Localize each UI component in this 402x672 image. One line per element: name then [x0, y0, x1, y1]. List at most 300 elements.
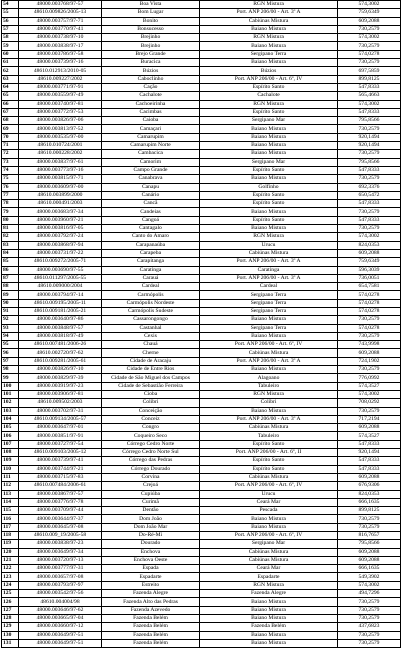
row-number-cell: 96: [2, 349, 19, 357]
process-code-cell: 48000.003826/97-06: [19, 117, 102, 125]
price-value-cell: 565,4663: [338, 92, 401, 100]
price-value-cell: 730,2579: [338, 614, 401, 622]
category-cell: Espadarte: [200, 573, 338, 581]
field-name-cell: Caboclinho: [102, 75, 200, 83]
process-code-cell: 48000.003851/97-91: [19, 432, 102, 440]
category-cell: Baiano Mistura: [200, 523, 338, 531]
field-name-cell: Fazenda Belém: [102, 614, 200, 622]
price-value-cell: 574,3002: [338, 34, 401, 42]
process-code-cell: 48000.003535/97-00: [19, 133, 102, 141]
table-row: [2, 590, 401, 598]
field-name-cell: Caioba: [102, 117, 200, 125]
table-row: [2, 639, 401, 647]
row-number-cell: 121: [2, 556, 19, 564]
category-cell: Baiano Mistura: [200, 332, 338, 340]
category-cell: Caratinga: [200, 266, 338, 274]
category-cell: RGN Mistura: [200, 34, 338, 42]
process-code-cell: 48000.003715/97-83: [19, 473, 102, 481]
row-number-cell: 123: [2, 573, 19, 581]
process-code-cell: 48610.009272/2005-71: [19, 258, 102, 266]
price-value-cell: 676,9306: [338, 482, 401, 490]
price-value-cell: 547,8333: [338, 457, 401, 465]
process-code-cell: 48000.003838/97-17: [19, 42, 102, 50]
table-row: [2, 92, 401, 100]
process-code-cell: 48000.003665/97-04: [19, 614, 102, 622]
field-name-cell: Dentão: [102, 507, 200, 515]
process-code-cell: 48000.003770/97-41: [19, 25, 102, 33]
category-cell: Alagoano: [200, 374, 338, 382]
process-code-cell: 48000.003776/97-78: [19, 498, 102, 506]
row-number-cell: 94: [2, 332, 19, 340]
field-name-cell: Conceição: [102, 407, 200, 415]
category-cell: Sergipano Mar: [200, 117, 338, 125]
row-number-cell: 68: [2, 117, 19, 125]
field-name-cell: Córrego Cedro Norte Sul: [102, 449, 200, 457]
table-row: [2, 523, 401, 531]
category-cell: Baiano Mistura: [200, 208, 338, 216]
field-name-cell: Candeias: [102, 208, 200, 216]
category-cell: Baiano Mistura: [200, 598, 338, 606]
table-row: [2, 598, 401, 606]
price-value-cell: 730,2579: [338, 598, 401, 606]
row-number-cell: 90: [2, 299, 19, 307]
table-row: [2, 556, 401, 564]
field-name-cell: Cardeal: [102, 283, 200, 291]
field-name-cell: Caratinga: [102, 266, 200, 274]
field-name-cell: Bonsucesso: [102, 25, 200, 33]
field-name-cell: Campo Grande: [102, 166, 200, 174]
row-number-cell: 129: [2, 623, 19, 631]
price-value-cell: 730,2579: [338, 332, 401, 340]
row-number-cell: 115: [2, 507, 19, 515]
process-code-cell: 48000.003826/97-10: [19, 366, 102, 374]
process-code-cell: 48000.003906/97-81: [19, 390, 102, 398]
process-code-cell: 48000.003848/97-57: [19, 324, 102, 332]
row-number-cell: 63: [2, 75, 19, 83]
price-value-cell: 730,2579: [338, 639, 401, 647]
process-code-cell: 48610.009826/2005-13: [19, 9, 102, 17]
price-value-cell: 743,9998: [338, 341, 401, 349]
table-row: [2, 150, 401, 158]
field-name-cell: Cachalote: [102, 92, 200, 100]
table-row: [2, 457, 401, 465]
row-number-cell: 73: [2, 158, 19, 166]
row-number-cell: 69: [2, 125, 19, 133]
field-name-cell: Castanhal: [102, 324, 200, 332]
table-row: [2, 532, 401, 540]
table-row: [2, 67, 401, 75]
row-number-cell: 92: [2, 316, 19, 324]
process-code-cell: 48610.011297/2005-55: [19, 274, 102, 282]
price-value-cell: 899,8125: [338, 75, 401, 83]
field-name-cell: Cherne: [102, 349, 200, 357]
row-number-cell: 84: [2, 249, 19, 257]
field-name-cell: Cidade de Aracaju: [102, 357, 200, 365]
category-cell: Baiano Mistura: [200, 407, 338, 415]
category-cell: Port. ANP 206/00 - Art. 3º A: [200, 274, 338, 282]
process-code-cell: 48000.003768/97-57: [19, 1, 102, 9]
table-row: [2, 142, 401, 150]
category-cell: Cachalote: [200, 92, 338, 100]
category-cell: Port. ANP 206/00 - Art. 3º A: [200, 357, 338, 365]
price-value-cell: 730,2579: [338, 125, 401, 133]
category-cell: RGN Mistura: [200, 390, 338, 398]
process-code-cell: 48610.009502/2003: [19, 399, 102, 407]
row-number-cell: 131: [2, 639, 19, 647]
price-value-cell: 547,8333: [338, 83, 401, 91]
table-row: [2, 42, 401, 50]
price-value-cell: 730,2579: [338, 366, 401, 374]
table-row: [2, 565, 401, 573]
row-number-cell: 74: [2, 166, 19, 174]
row-number-cell: 114: [2, 498, 19, 506]
row-number-cell: 79: [2, 208, 19, 216]
process-code-cell: 48000.003647/97-01: [19, 424, 102, 432]
table-row: [2, 606, 401, 614]
field-name-cell: Canabrava: [102, 175, 200, 183]
process-code-cell: 48000.003813/97-52: [19, 125, 102, 133]
price-value-cell: 574,3002: [338, 581, 401, 589]
category-cell: Port. ANP 206/00 - Art. 3º A: [200, 258, 338, 266]
field-name-cell: Camarupim Norte: [102, 142, 200, 150]
process-code-cell: 48000.003777/97-31: [19, 565, 102, 573]
row-number-cell: 57: [2, 25, 19, 33]
table-row: [2, 133, 401, 141]
field-name-cell: Dom João: [102, 515, 200, 523]
row-number-cell: 95: [2, 341, 19, 349]
table-row: [2, 623, 401, 631]
field-name-cell: Cidade de Entre Rios: [102, 366, 200, 374]
process-code-cell: 48610.007481/2006-26: [19, 341, 102, 349]
field-name-cell: Cexis: [102, 332, 200, 340]
process-code-cell: 48000.003829/97-39: [19, 374, 102, 382]
field-name-cell: Congro: [102, 424, 200, 432]
row-number-cell: 104: [2, 415, 19, 423]
process-code-cell: 48000.003815/97-71: [19, 175, 102, 183]
category-cell: Cabiúnas Mistura: [200, 556, 338, 564]
category-cell: Tabuleiro: [200, 432, 338, 440]
process-code-cell: 48000.003868/97-94: [19, 241, 102, 249]
field-name-cell: Cioba: [102, 390, 200, 398]
price-value-cell: 609,2088: [338, 548, 401, 556]
process-code-cell: 48610.009181/2005-21: [19, 307, 102, 315]
process-code-cell: 48000.003702/97-31: [19, 407, 102, 415]
category-cell: Espírito Santo: [200, 191, 338, 199]
process-code-cell: 48000.003786/97-58: [19, 50, 102, 58]
category-cell: Fazenda Alegre: [200, 590, 338, 598]
row-number-cell: 59: [2, 42, 19, 50]
row-number-cell: 66: [2, 100, 19, 108]
category-cell: Espírito Santo: [200, 440, 338, 448]
table-row: [2, 233, 401, 241]
row-number-cell: 71: [2, 142, 19, 150]
table-row: [2, 17, 401, 25]
row-number-cell: 100: [2, 382, 19, 390]
table-row: [2, 158, 401, 166]
field-name-cell: Fazenda Belém: [102, 631, 200, 639]
price-value-cell: 547,8333: [338, 216, 401, 224]
field-name-cell: Colibri: [102, 399, 200, 407]
field-name-cell: Cidade de Sebastião Ferreira: [102, 382, 200, 390]
price-value-cell: 547,8333: [338, 200, 401, 208]
row-number-cell: 77: [2, 191, 19, 199]
row-number-cell: 122: [2, 565, 19, 573]
price-value-cell: 759,6349: [338, 258, 401, 266]
field-name-cell: Cupiúba: [102, 490, 200, 498]
price-value-cell: 824,0353: [338, 241, 401, 249]
table-row: [2, 581, 401, 589]
category-cell: Cabiúnas Mistura: [200, 249, 338, 257]
category-cell: Tabuleiro: [200, 382, 338, 390]
process-code-cell: 48000.003740/97-81: [19, 100, 102, 108]
table-row: [2, 274, 401, 282]
category-cell: Baiano Mistura: [200, 175, 338, 183]
table-row: [2, 225, 401, 233]
table-row: [2, 473, 401, 481]
row-number-cell: 98: [2, 366, 19, 374]
table-row: [2, 59, 401, 67]
process-code-cell: 48000.003838/97-23: [19, 540, 102, 548]
row-number-cell: 97: [2, 357, 19, 365]
field-name-cell: Fazenda Alto das Pedras: [102, 598, 200, 606]
category-cell: Cabiúnas Mistura: [200, 17, 338, 25]
process-code-cell: 48610.004004/98: [19, 598, 102, 606]
process-code-cell: 48610.003899/2000: [19, 191, 102, 199]
table-row: [2, 357, 401, 365]
row-number-cell: 128: [2, 614, 19, 622]
field-name-cell: Bonito: [102, 17, 200, 25]
category-cell: Baiano Mistura: [200, 614, 338, 622]
price-value-cell: 730,2579: [338, 175, 401, 183]
table-row: [2, 449, 401, 457]
process-code-cell: 48000.003646/97-62: [19, 606, 102, 614]
field-name-cell: Carapeba: [102, 249, 200, 257]
process-code-cell: 48000.003738/97-10: [19, 34, 102, 42]
category-cell: Baiano Mistura: [200, 225, 338, 233]
table-row: [2, 258, 401, 266]
table-row: [2, 465, 401, 473]
price-value-cell: 609,2088: [338, 424, 401, 432]
price-value-cell: 816,7657: [338, 532, 401, 540]
process-code-cell: 48610.000228/2002: [19, 150, 102, 158]
price-value-cell: 730,2579: [338, 208, 401, 216]
table-row: [2, 540, 401, 548]
row-number-cell: 110: [2, 465, 19, 473]
process-code-cell: 48610.002720/97-62: [19, 349, 102, 357]
field-name-cell: Carmópolis Nordeste: [102, 299, 200, 307]
table-row: [2, 440, 401, 448]
process-code-cell: 48000.003816/97-05: [19, 225, 102, 233]
table-row: [2, 83, 401, 91]
field-name-cell: Buracica: [102, 59, 200, 67]
price-value-cell: 795,8566: [338, 158, 401, 166]
row-number-cell: 81: [2, 225, 19, 233]
category-cell: Baiano Mistura: [200, 125, 338, 133]
table-row: [2, 125, 401, 133]
row-number-cell: 109: [2, 457, 19, 465]
price-value-cell: 494,7296: [338, 590, 401, 598]
field-name-cell: Fazenda Belém: [102, 623, 200, 631]
table-row: [2, 415, 401, 423]
category-cell: RGN Mistura: [200, 581, 338, 589]
category-cell: Baiano Mistura: [200, 142, 338, 150]
row-number-cell: 72: [2, 150, 19, 158]
field-name-cell: Cassarongongo: [102, 316, 200, 324]
row-number-cell: 126: [2, 598, 19, 606]
process-code-cell: 48000.003609/97-00: [19, 183, 102, 191]
row-number-cell: 76: [2, 183, 19, 191]
row-number-cell: 58: [2, 34, 19, 42]
category-cell: Cabiúnas Mistura: [200, 473, 338, 481]
price-value-cell: 759,6349: [338, 9, 401, 17]
process-code-cell: 48000.003739/97-41: [19, 457, 102, 465]
table-row: [2, 424, 401, 432]
row-number-cell: 89: [2, 291, 19, 299]
table-row: [2, 200, 401, 208]
price-value-cell: 574,0278: [338, 324, 401, 332]
process-code-cell: 48000.003640/97-86: [19, 316, 102, 324]
row-number-cell: 107: [2, 440, 19, 448]
field-name-cell: Cidade de São Miguel dos Campos: [102, 374, 200, 382]
process-code-cell: 48610.009134/2005-57: [19, 415, 102, 423]
table-row: [2, 399, 401, 407]
field-name-cell: Chauá: [102, 341, 200, 349]
category-cell: Port. ANP 206/00 - Art. 3º A: [200, 415, 338, 423]
category-cell: Búzios: [200, 67, 338, 75]
process-code-cell: 48000.003919/97-23: [19, 382, 102, 390]
price-value-cell: 609,2088: [338, 473, 401, 481]
price-value-cell: 730,2579: [338, 225, 401, 233]
process-code-cell: 48610.009227/2002: [19, 75, 102, 83]
price-value-cell: 795,8566: [338, 117, 401, 125]
price-value-cell: 666,1635: [338, 498, 401, 506]
table-row: [2, 332, 401, 340]
field-name-cell: Enchova: [102, 548, 200, 556]
table-row: [2, 183, 401, 191]
table-row: [2, 374, 401, 382]
table-row: [2, 299, 401, 307]
price-value-cell: 609,2088: [338, 249, 401, 257]
row-number-cell: 64: [2, 83, 19, 91]
table-row: [2, 324, 401, 332]
process-code-cell: 48000.003773/97-16: [19, 166, 102, 174]
category-cell: Sergipano Terra: [200, 299, 338, 307]
category-cell: Colibri: [200, 399, 338, 407]
field-name-cell: Carmópolis Sudeste: [102, 307, 200, 315]
price-value-cell: 666,1635: [338, 565, 401, 573]
row-number-cell: 55: [2, 9, 19, 17]
field-name-cell: Cantagalo: [102, 225, 200, 233]
category-cell: Baiano Mistura: [200, 133, 338, 141]
category-cell: Cardeal: [200, 283, 338, 291]
process-code-cell: 48000.003731/97-22: [19, 249, 102, 257]
field-name-cell: Do-Ré-Mi: [102, 532, 200, 540]
price-value-cell: 574,3527: [338, 382, 401, 390]
field-name-cell: Boa Vista: [102, 1, 200, 9]
row-number-cell: 91: [2, 307, 19, 315]
price-value-cell: 730,2579: [338, 631, 401, 639]
process-code-cell: 48000.003649/97-51: [19, 639, 102, 647]
row-number-cell: 88: [2, 283, 19, 291]
category-cell: Sergipano Terra: [200, 291, 338, 299]
field-name-cell: Cacimbas: [102, 108, 200, 116]
row-number-cell: 117: [2, 523, 19, 531]
process-code-cell: 48610.000491/2003: [19, 200, 102, 208]
process-code-cell: 48000.003771/97-91: [19, 83, 102, 91]
row-number-cell: 67: [2, 108, 19, 116]
row-number-cell: 102: [2, 399, 19, 407]
table-row: [2, 291, 401, 299]
price-value-cell: 574,0278: [338, 50, 401, 58]
price-value-cell: 717,2194: [338, 415, 401, 423]
price-value-cell: 549,3902: [338, 573, 401, 581]
price-value-cell: 920,1494: [338, 142, 401, 150]
field-name-cell: Coqueiro Seco: [102, 432, 200, 440]
field-name-cell: Curimã: [102, 498, 200, 506]
price-value-cell: 574,3527: [338, 432, 401, 440]
price-value-cell: 708,0292: [338, 399, 401, 407]
table-row: [2, 34, 401, 42]
table-row: [2, 366, 401, 374]
process-code-cell: 48610.007484/2006-61: [19, 482, 102, 490]
table-row: [2, 515, 401, 523]
row-number-cell: 70: [2, 133, 19, 141]
table-row: [2, 266, 401, 274]
field-name-cell: Estreito: [102, 581, 200, 589]
category-cell: Espírito Santo: [200, 465, 338, 473]
table-row: [2, 382, 401, 390]
category-cell: Sergipano Mar: [200, 540, 338, 548]
row-number-cell: 111: [2, 473, 19, 481]
field-name-cell: Camaçari: [102, 125, 200, 133]
table-row: [2, 548, 401, 556]
field-name-cell: Cação: [102, 83, 200, 91]
field-name-cell: Brejinho: [102, 42, 200, 50]
price-value-cell: 730,2579: [338, 25, 401, 33]
category-cell: Golfinho: [200, 183, 338, 191]
row-number-cell: 93: [2, 324, 19, 332]
table-row: [2, 166, 401, 174]
category-cell: Baiano Mistura: [200, 515, 338, 523]
row-number-cell: 99: [2, 374, 19, 382]
table-row: [2, 341, 401, 349]
table-row: [2, 432, 401, 440]
table-row: [2, 283, 401, 291]
category-cell: RGN Mistura: [200, 1, 338, 9]
category-cell: Port. ANP 206/00 - Art. 6º, IV: [200, 75, 338, 83]
field-name-cell: Camarupim: [102, 133, 200, 141]
price-value-cell: 547,8333: [338, 465, 401, 473]
field-name-cell: Crejoá: [102, 482, 200, 490]
category-cell: Baiano Mistura: [200, 316, 338, 324]
table-row: [2, 316, 401, 324]
table-row: [2, 175, 401, 183]
price-value-cell: 724,1902: [338, 357, 401, 365]
category-cell: Espírito Santo: [200, 83, 338, 91]
process-code-cell: 48000.003818/97-49: [19, 332, 102, 340]
category-cell: Port. ANP 206/00 - Art. 6º, II: [200, 449, 338, 457]
price-value-cell: 596,3039: [338, 266, 401, 274]
process-code-cell: 48000.003645/97-08: [19, 523, 102, 531]
field-name-cell: Espada: [102, 565, 200, 573]
field-name-cell: Brejo Grande: [102, 50, 200, 58]
process-code-cell: 48000.003960/97-21: [19, 216, 102, 224]
price-value-cell: 736,0051: [338, 274, 401, 282]
field-name-cell: Espadarte: [102, 573, 200, 581]
price-value-cell: 609,2088: [338, 17, 401, 25]
process-code-cell: 48000.003739/97-16: [19, 59, 102, 67]
row-number-cell: 120: [2, 548, 19, 556]
